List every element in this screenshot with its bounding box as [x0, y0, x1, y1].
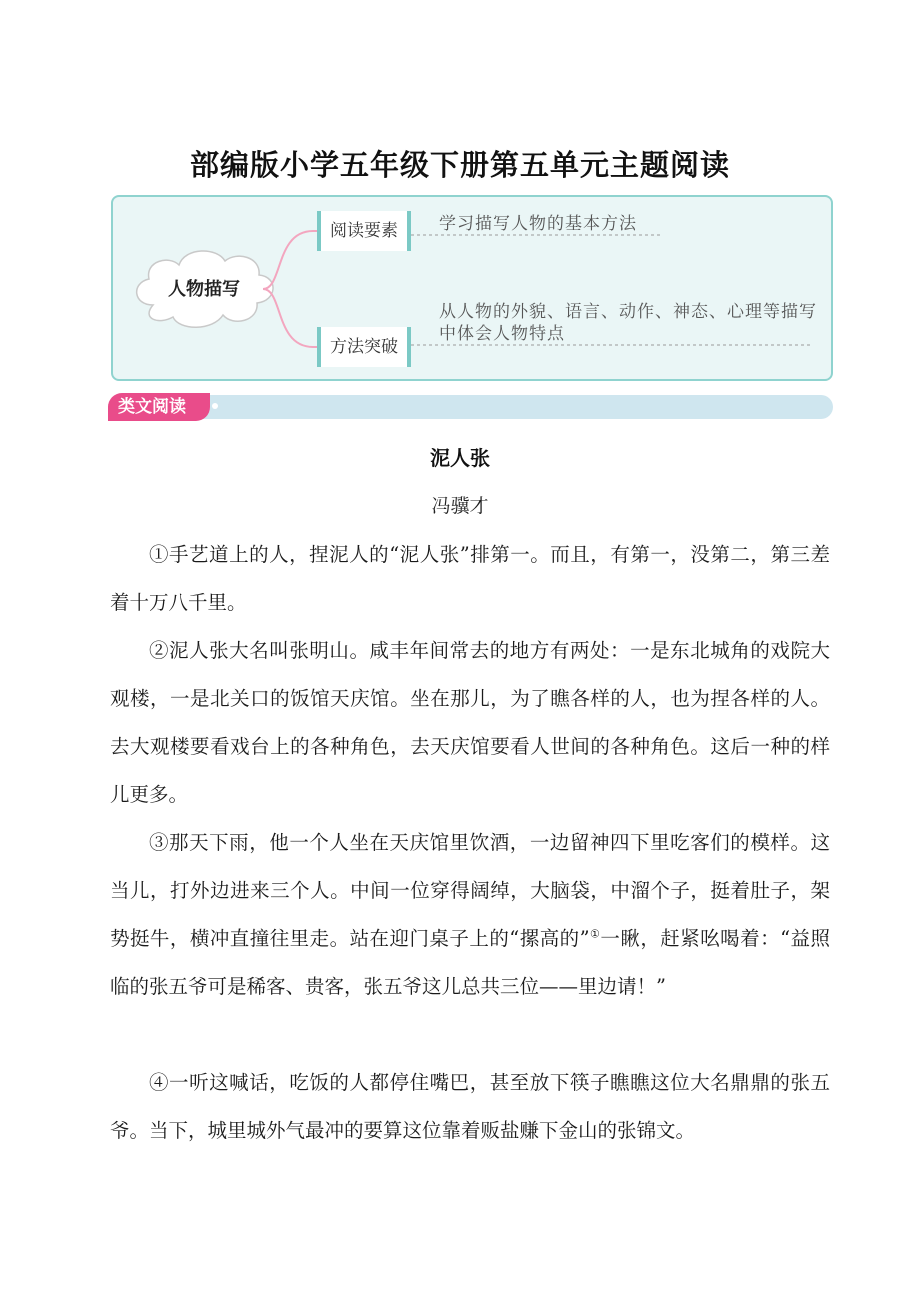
paragraph-2: ②泥人张大名叫张明山。咸丰年间常去的地方有两处：一是东北城角的戏院大观楼，一是北关口的饭馆天庆馆。坐在那儿，为了瞧各样的人，也为捏各样的人。去大观楼要看戏台上的各种角色，去天庆馆要看人世间的各种角色。这后一种的样儿更多。: [110, 639, 830, 806]
section-label: 类文阅读: [108, 393, 210, 421]
paragraph-3: [110, 819, 830, 1011]
tag-reading-element: 阅读要素: [317, 211, 411, 251]
tag-method-text: 从人物的外貌、语言、动作、神态、心理等描写中体会人物特点: [439, 302, 817, 344]
tag-method: 方法突破: [317, 327, 411, 367]
page-title: 部编版小学五年级下册第五单元主题阅读: [189, 148, 730, 182]
footnote-marker: ①: [589, 927, 601, 941]
article-title: 泥人张: [430, 446, 490, 470]
topic-label: 人物描写: [168, 279, 240, 300]
connector-line: [263, 289, 317, 347]
paragraph-3-text-a: ③那天下雨，他一个人坐在天庆馆里饮酒，一边留神四下里吃客们的模样。这当儿，打外边进来三个人。中间一位穿得阔绰，大脑袋，中溜个子，挺着肚子，架势挺牛，横冲直撞往里走。站在迎门桌子上的“摞高的”: [110, 831, 830, 950]
paragraph-3-text-b: 一瞅，赶紧吆喝着：“益照临的张五爷可是稀客、贵客，张五爷这儿总共三位——里边请！”: [110, 927, 830, 998]
paragraph-1: ①手艺道上的人，捏泥人的“泥人张”排第一。而且，有第一，没第二，第三差着十万八千里。: [110, 543, 830, 614]
summary-mindmap: [111, 195, 833, 381]
article-author: 冯骥才: [431, 495, 489, 517]
paragraph-4: ④一听这喊话，吃饭的人都停住嘴巴，甚至放下筷子瞧瞧这位大名鼎鼎的张五爷。当下，城里城外气最冲的要算这位靠着贩盐赚下金山的张锦文。: [110, 1071, 830, 1142]
section-dot: [212, 403, 218, 409]
tag-reading-element-text: 学习描写人物的基本方法: [439, 214, 637, 234]
